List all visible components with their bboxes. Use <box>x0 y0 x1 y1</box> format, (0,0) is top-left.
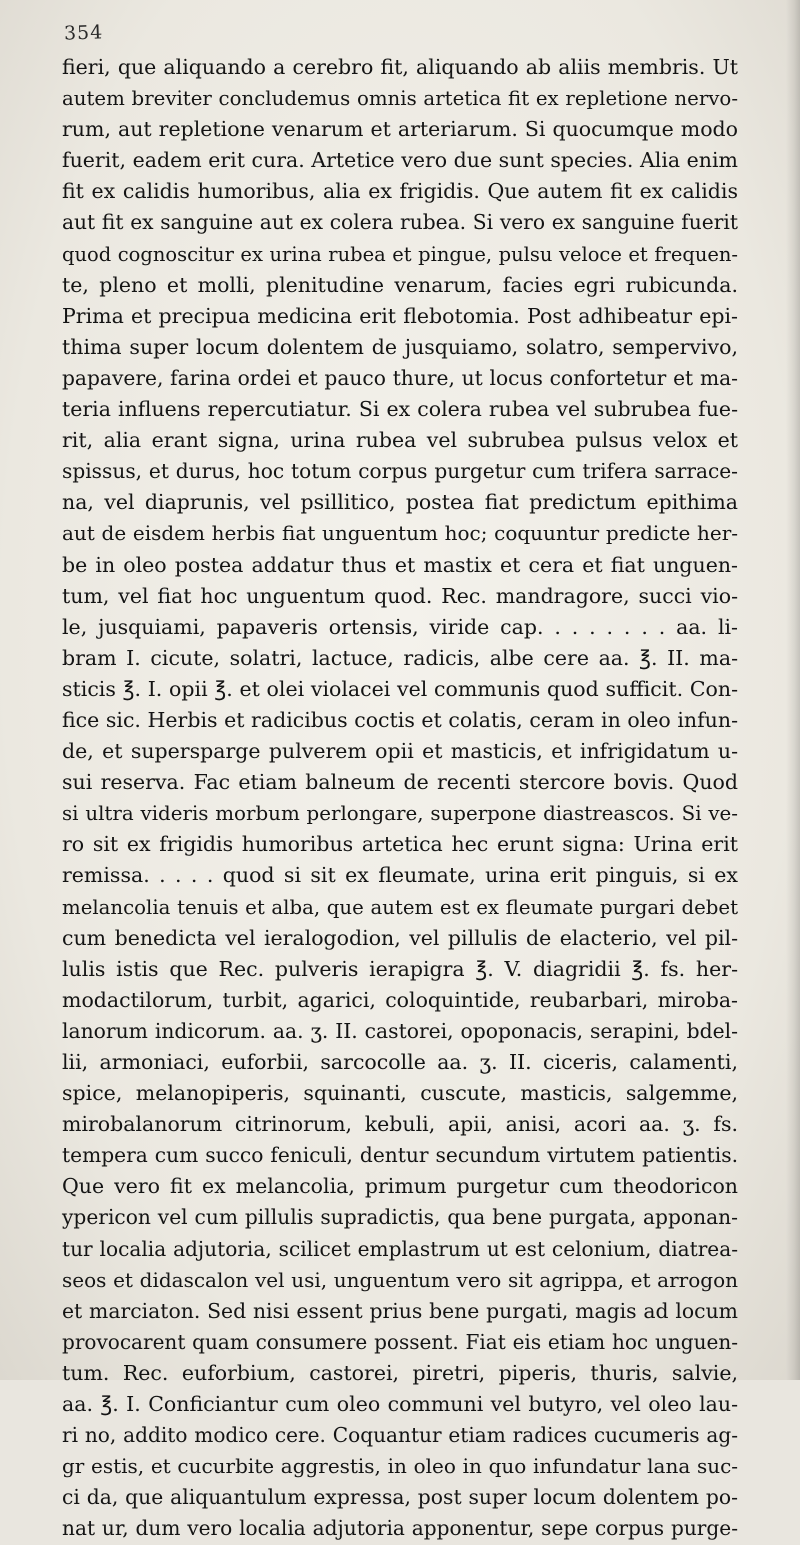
text-line: aa. ℥. I. Conficiantur cum oleo communi vel butyro, vel oleo lau- <box>62 1392 738 1417</box>
text-line: aut de eisdem herbis fiat unguentum hoc; coquuntur predicte her- <box>62 521 738 546</box>
text-line: le, jusquiami, papaveris ortensis, viride cap. . . . . . . . aa. li- <box>62 614 738 639</box>
text-line: ci da, que aliquantulum expressa, post super locum dolentem po- <box>62 1485 738 1510</box>
text-line: ro sit ex frigidis humoribus artetica hec erunt signa: Urina erit <box>62 832 738 857</box>
text-line: aut fit ex sanguine aut ex colera rubea. Si vero ex sanguine fuerit <box>62 210 738 235</box>
text-line: rum, aut repletione venarum et arteriarum. Si quocumque modo <box>62 117 738 142</box>
text-line: modactilorum, turbit, agarici, coloquintide, reubarbari, miroba- <box>62 987 738 1012</box>
text-line: tum. Rec. euforbium, castorei, piretri, piperis, thuris, salvie, <box>62 1360 738 1385</box>
text-line: rit, alia erant signa, urina rubea vel subrubea pulsus velox et <box>62 428 738 453</box>
text-line: teria influens repercutiatur. Si ex colera rubea vel subrubea fue- <box>62 397 738 422</box>
page-number: 354 <box>63 21 104 45</box>
text-line: cum benedicta vel ieralogodion, vel pillulis de elacterio, vel pil- <box>62 925 738 950</box>
text-line: papavere, farina ordei et pauco thure, ut locus confortetur et ma- <box>62 365 738 390</box>
text-line: melancolia tenuis et alba, que autem est ex fleumate purgari debet <box>62 895 738 919</box>
text-line: fieri, que aliquando a cerebro fit, aliquando ab aliis membris. Ut <box>62 55 738 79</box>
text-line: remissa. . . . . quod si sit ex fleumate, urina erit pinguis, si ex <box>62 863 738 888</box>
text-line: sticis ℥. I. opii ℥. et olei violacei vel communis quod sufficit. Con- <box>62 676 738 701</box>
text-line: ypericon vel cum pillulis supradictis, qua bene purgata, apponan- <box>62 1205 738 1230</box>
text-line: tur localia adjutoria, scilicet emplastrum ut est celonium, diatrea- <box>62 1236 738 1261</box>
text-line: te, pleno et molli, plenitudine venarum, facies egri rubicunda. <box>62 272 738 297</box>
text-line: seos et didascalon vel usi, unguentum vero sit agrippa, et arrogon <box>62 1267 738 1292</box>
text-line: na, vel diaprunis, vel psillitico, postea fiat predictum epithima <box>62 490 738 515</box>
text-line: autem breviter concludemus omnis artetica fit ex repletione nervo- <box>62 87 738 111</box>
text-line: spissus, et durus, hoc totum corpus purgetur cum trifera sarrace- <box>62 459 738 484</box>
text-line: tempera cum succo feniculi, dentur secundum virtutem patientis. <box>62 1143 738 1168</box>
text-line: si ultra videris morbum perlongare, superpone diastreascos. Si ve- <box>62 802 738 826</box>
text-line: nat ur, dum vero localia adjutoria apponentur, sepe corpus purge- <box>62 1516 738 1541</box>
text-line: lii, armoniaci, euforbii, sarcocolle aa. ʒ. II. ciceris, calamenti, <box>62 1050 738 1074</box>
text-line: Que vero fit ex melancolia, primum purgetur cum theodoricon <box>62 1174 738 1199</box>
text-line: bram I. cicute, solatri, lactuce, radicis, albe cere aa. ℥. II. ma- <box>62 645 738 670</box>
text-line: lanorum indicorum. aa. ʒ. II. castorei, opoponacis, serapini, bdel- <box>62 1018 738 1043</box>
text-line: ri no, addito modico cere. Coquantur etiam radices cucumeris ag- <box>62 1423 738 1448</box>
text-line: thima super locum dolentem de jusquiamo, solatro, sempervivo, <box>62 334 738 359</box>
text-line: provocarent quam consumere possent. Fiat eis etiam hoc unguen- <box>62 1329 738 1354</box>
text-line: de, et supersparge pulverem opii et masticis, et infrigidatum u- <box>62 739 738 764</box>
text-line: gr estis, et cucurbite aggrestis, in oleo in quo infundatur lana suc- <box>62 1454 738 1479</box>
text-line: Prima et precipua medicina erit flebotomia. Post adhibeatur epi- <box>62 303 738 328</box>
text-line: quod cognoscitur ex urina rubea et pingue, pulsu veloce et frequen- <box>62 242 738 266</box>
page-edge-shadow <box>786 0 800 1380</box>
text-line: fice sic. Herbis et radicibus coctis et colatis, ceram in oleo infun- <box>62 707 738 732</box>
text-line: mirobalanorum citrinorum, kebuli, apii, anisi, acori aa. ʒ. fs. <box>62 1112 738 1137</box>
text-line: be in oleo postea addatur thus et mastix et cera et fiat unguen- <box>62 552 738 577</box>
text-line: spice, melanopiperis, squinanti, cuscute, masticis, salgemme, <box>62 1081 738 1106</box>
text-line: fit ex calidis humoribus, alia ex frigidis. Que autem fit ex calidis <box>62 179 738 204</box>
text-line: sui reserva. Fac etiam balneum de recenti stercore bovis. Quod <box>62 770 738 795</box>
text-line: et marciaton. Sed nisi essent prius bene purgati, magis ad locum <box>62 1298 738 1323</box>
text-line: fuerit, eadem erit cura. Artetice vero due sunt species. Alia enim <box>62 148 738 173</box>
text-line: tum, vel fiat hoc unguentum quod. Rec. mandragore, succi vio- <box>62 583 738 608</box>
text-line: lulis istis que Rec. pulveris ierapigra ℥. V. diagridii ℥. fs. her- <box>62 956 738 981</box>
body-text <box>62 52 738 1545</box>
